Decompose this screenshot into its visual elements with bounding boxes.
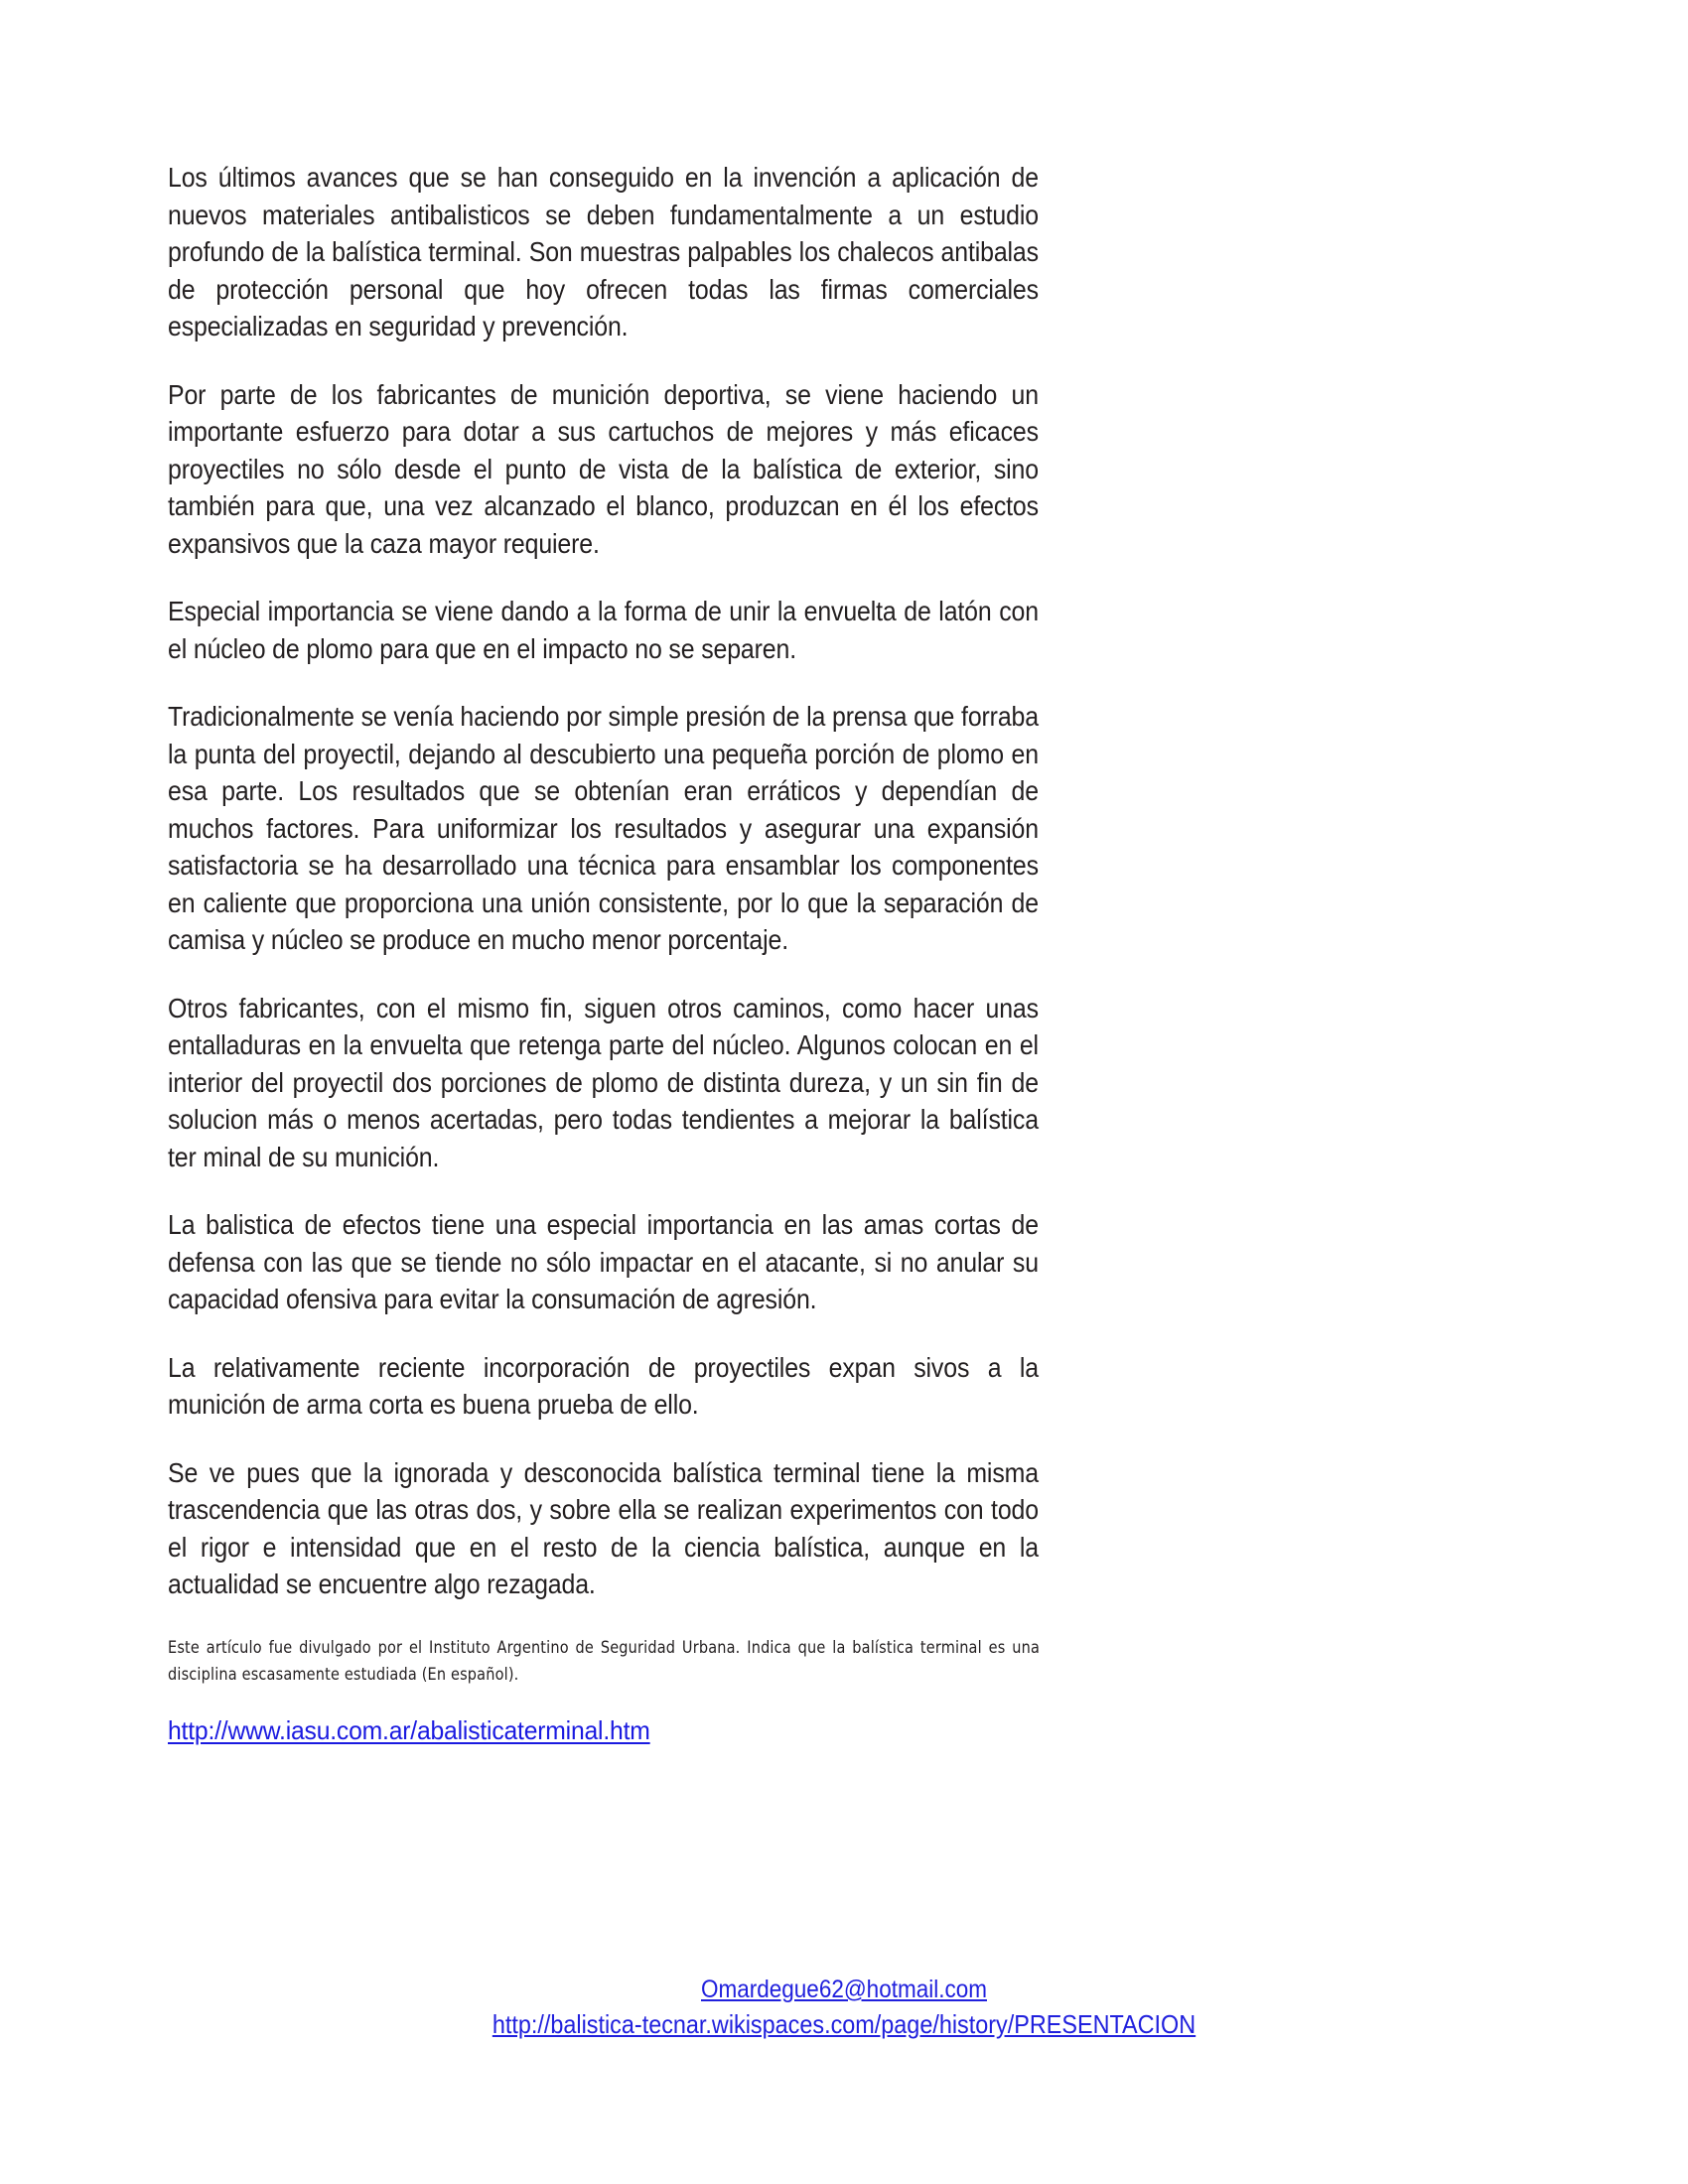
- body-paragraph-6: La balistica de efectos tiene una especial importancia en las amas cortas de defensa con las que se tiende no sólo impactar en el atacante, si no anular su capacidad ofensiva para evitar la consumación de agresión.: [168, 1209, 1039, 1314]
- body-paragraph-4: Tradicionalmente se venía haciendo por simple presión de la prensa que forraba la punta del proyectil, dejando al descubierto una pequeña porción de plomo en esa parte. Los resultados que se obtenían eran erráticos y dependían de muchos factores. Para uniformizar los resultados y asegurar una expansión satisfactoria se ha desarrollado una técnica para ensamblar los componentes en caliente que proporciona una unión consistente, por lo que la separación de camisa y núcleo se produce en mucho menor porcentaje.: [168, 701, 1039, 955]
- source-link-row: [168, 1713, 1039, 1747]
- body-paragraph-8: Se ve pues que la ignorada y desconocida balística terminal tiene la misma trascendencia que las otras dos, y sobre ella se realizan experimentos con todo el rigor e intensidad que en el resto de la ciencia balística, aunque en la actualidad se encuentre algo rezagada.: [168, 1456, 1039, 1599]
- source-url-link[interactable]: http://www.iasu.com.ar/abalisticaterminal.htm: [168, 1714, 650, 1745]
- footer-wiki-link[interactable]: http://balistica-tecnar.wikispaces.com/page/history/PRESENTACION: [492, 2009, 1196, 2039]
- body-paragraph-1: Los últimos avances que se han conseguido en la invención a aplicación de nuevos materiales antibalisticos se deben fundamentalmente a un estudio profundo de la balística terminal. Son muestras palpables los chalecos antibalas de protección personal que hoy ofrecen todas las firmas comerciales especializadas en seguridad y prevención.: [168, 162, 1039, 341]
- page-footer: [0, 1974, 1688, 2041]
- footer-email-link[interactable]: Omardegue62@hotmail.com: [701, 1976, 987, 2003]
- body-paragraph-7: La relativamente reciente incorporación de proyectiles expan sivos a la munición de arma corta es buena prueba de ello.: [168, 1351, 1039, 1420]
- body-paragraph-2: Por parte de los fabricantes de munición deportiva, se viene haciendo un importante esfuerzo para dotar a sus cartuchos de mejores y más eficaces proyectiles no sólo desde el punto de vista de la balística de exterior, sino también para que, una vez alcanzado el blanco, produzcan en él los efectos expansivos que la caza mayor requiere.: [168, 378, 1039, 559]
- source-footnote: Este artículo fue divulgado por el Instituto Argentino de Seguridad Urbana. Indica que la balística terminal es una disciplina escasamente estudiada (En español).: [168, 1637, 1040, 1684]
- body-paragraph-5: Otros fabricantes, con el mismo fin, siguen otros caminos, como hacer unas entalladuras en la envuelta que retenga parte del núcleo. Algunos colocan en el interior del proyectil dos porciones de plomo de distinta dureza, y un sin fin de solucion más o menos acertadas, pero todas tendientes a mejorar la balística ter minal de su munición.: [168, 992, 1039, 1172]
- document-content: [168, 159, 1039, 1747]
- body-paragraph-3: Especial importancia se viene dando a la forma de unir la envuelta de latón con el núcleo de plomo para que en el impacto no se separen.: [168, 596, 1039, 664]
